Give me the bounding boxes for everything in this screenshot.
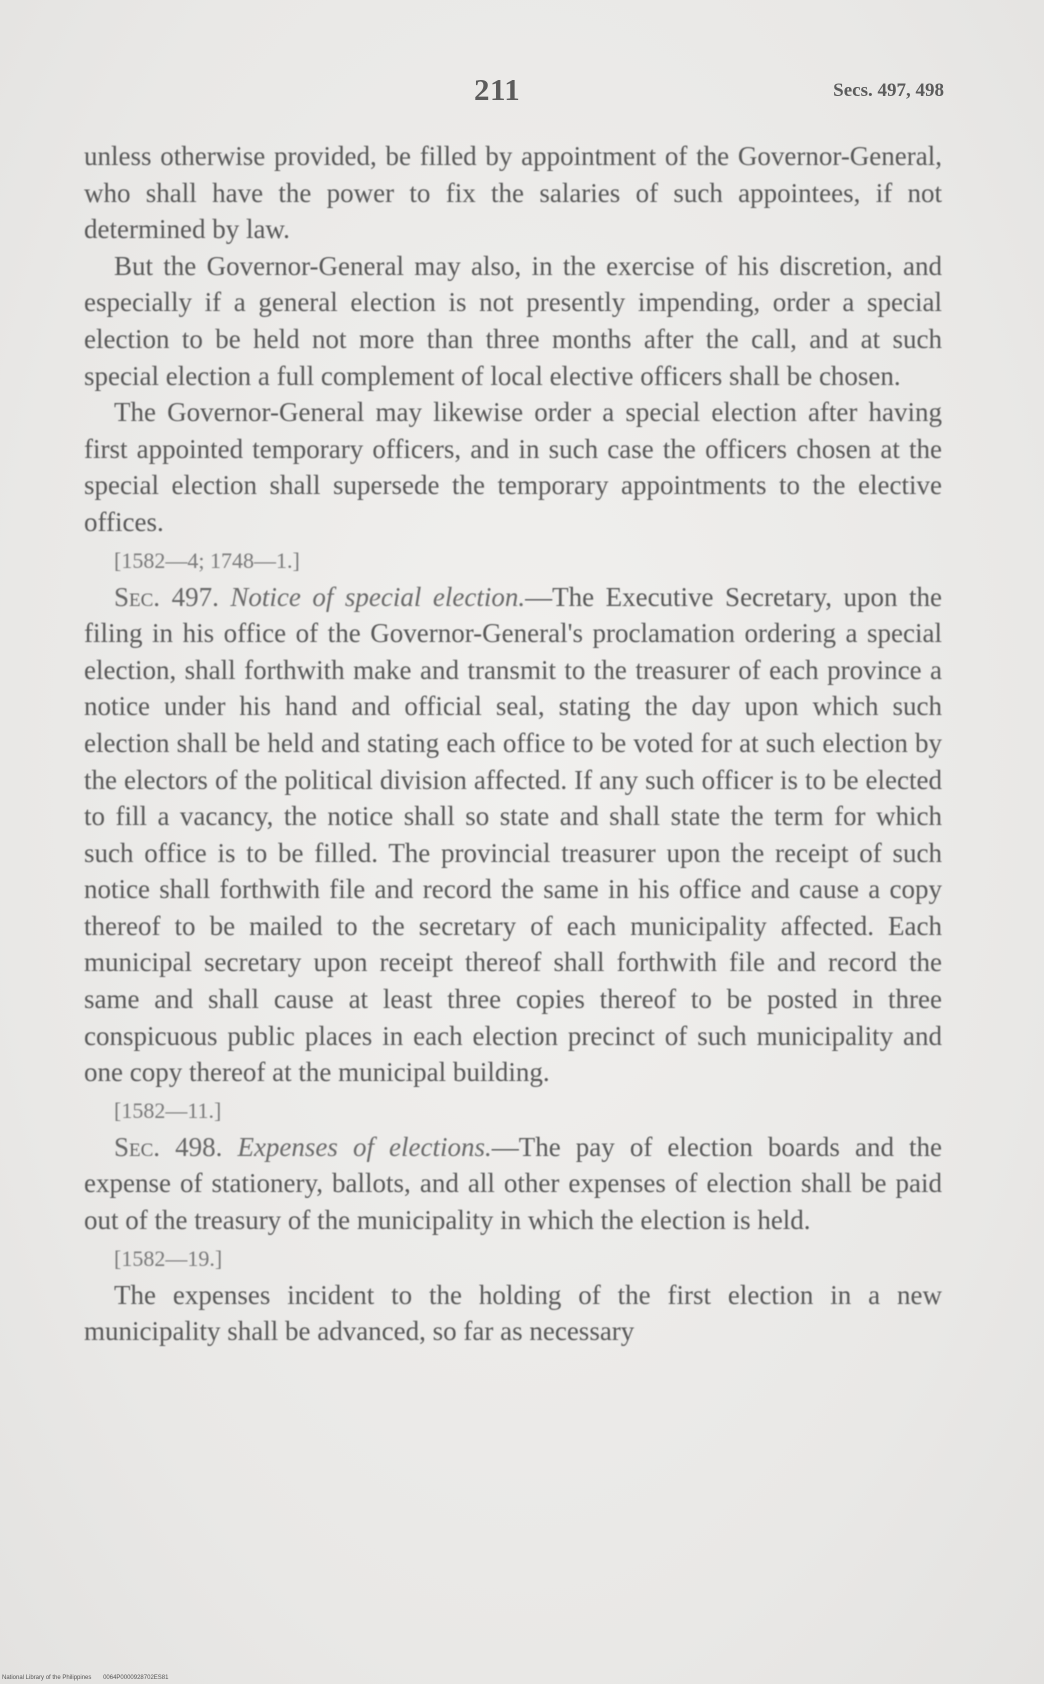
paragraph-first-election-expenses: The expenses incident to the holding of the first election in a new municipality shall be advanced, so far as necessary — [84, 1279, 942, 1347]
paragraph-temporary-officers: The Governor-General may likewise order a special election after having first appointed temporary officers, and in such case the officers chosen at the special election shall supersede the temporary appointments to the elective offices. — [84, 397, 942, 537]
page-header — [84, 72, 944, 116]
section-497-label: Sec. 497. — [114, 581, 219, 612]
citation-1: [1582—4; 1748—1.] — [114, 547, 300, 573]
section-497-text: —The Executive Secretary, upon the filing in his office of the Governor-General's proclamation ordering a special election, shall forthwith make and transmit to the treasurer of each province a notice under his hand and official seal, stating the day upon which such election shall be held and stating each office to be voted for at such election by the electors of the political division affected. If any such officer is to be elected to fill a vacancy, the notice shall so state and shall state the term for which such office is to be filled. The provincial treasurer upon the receipt of such notice shall forthwith file and record the same in his office and cause a copy thereof to be mailed to the secretary of each municipality affected. Each municipal secretary upon receipt thereof shall forthwith file and record the same and shall cause at least three copies thereof to be posted in three conspicuous public places in each election precinct of such municipality and one copy thereof at the municipal building. — [84, 581, 943, 1088]
section-498-label: Sec. 498. — [114, 1131, 223, 1162]
paragraph-continuation: unless otherwise provided, be filled by appointment of the Governor-General, who shall have the power to fix the salaries of such appointees, if not determined by law. — [84, 141, 942, 245]
body-text — [84, 138, 942, 1350]
library-credit: National Library of the Philippines — [2, 1675, 92, 1681]
section-498-text: —The pay of election boards and the expense of stationery, ballots, and all other expenses of election shall be paid out of the treasury of the municipality in which the election is held. — [84, 1131, 943, 1236]
running-section-reference: Secs. 497, 498 — [833, 80, 944, 101]
section-497-title: Notice of special election. — [230, 581, 526, 612]
paragraph-special-election: But the Governor-General may also, in the exercise of his discretion, and especially if a general election is not presently impending, order a special election to be held not more than three months after the call, and at such special election a full complement of local elective officers shall be chosen. — [84, 250, 942, 391]
section-498-title: Expenses of elections. — [237, 1131, 492, 1162]
citation-2: [1582—11.] — [114, 1097, 222, 1123]
citation-3: [1582—19.] — [114, 1245, 223, 1271]
scan-code: 0064P0000928702ES81 — [103, 1675, 169, 1681]
section-497 — [84, 579, 942, 1091]
page-number: 211 — [474, 72, 521, 107]
scan-footer — [2, 1675, 168, 1681]
section-498 — [84, 1129, 942, 1239]
